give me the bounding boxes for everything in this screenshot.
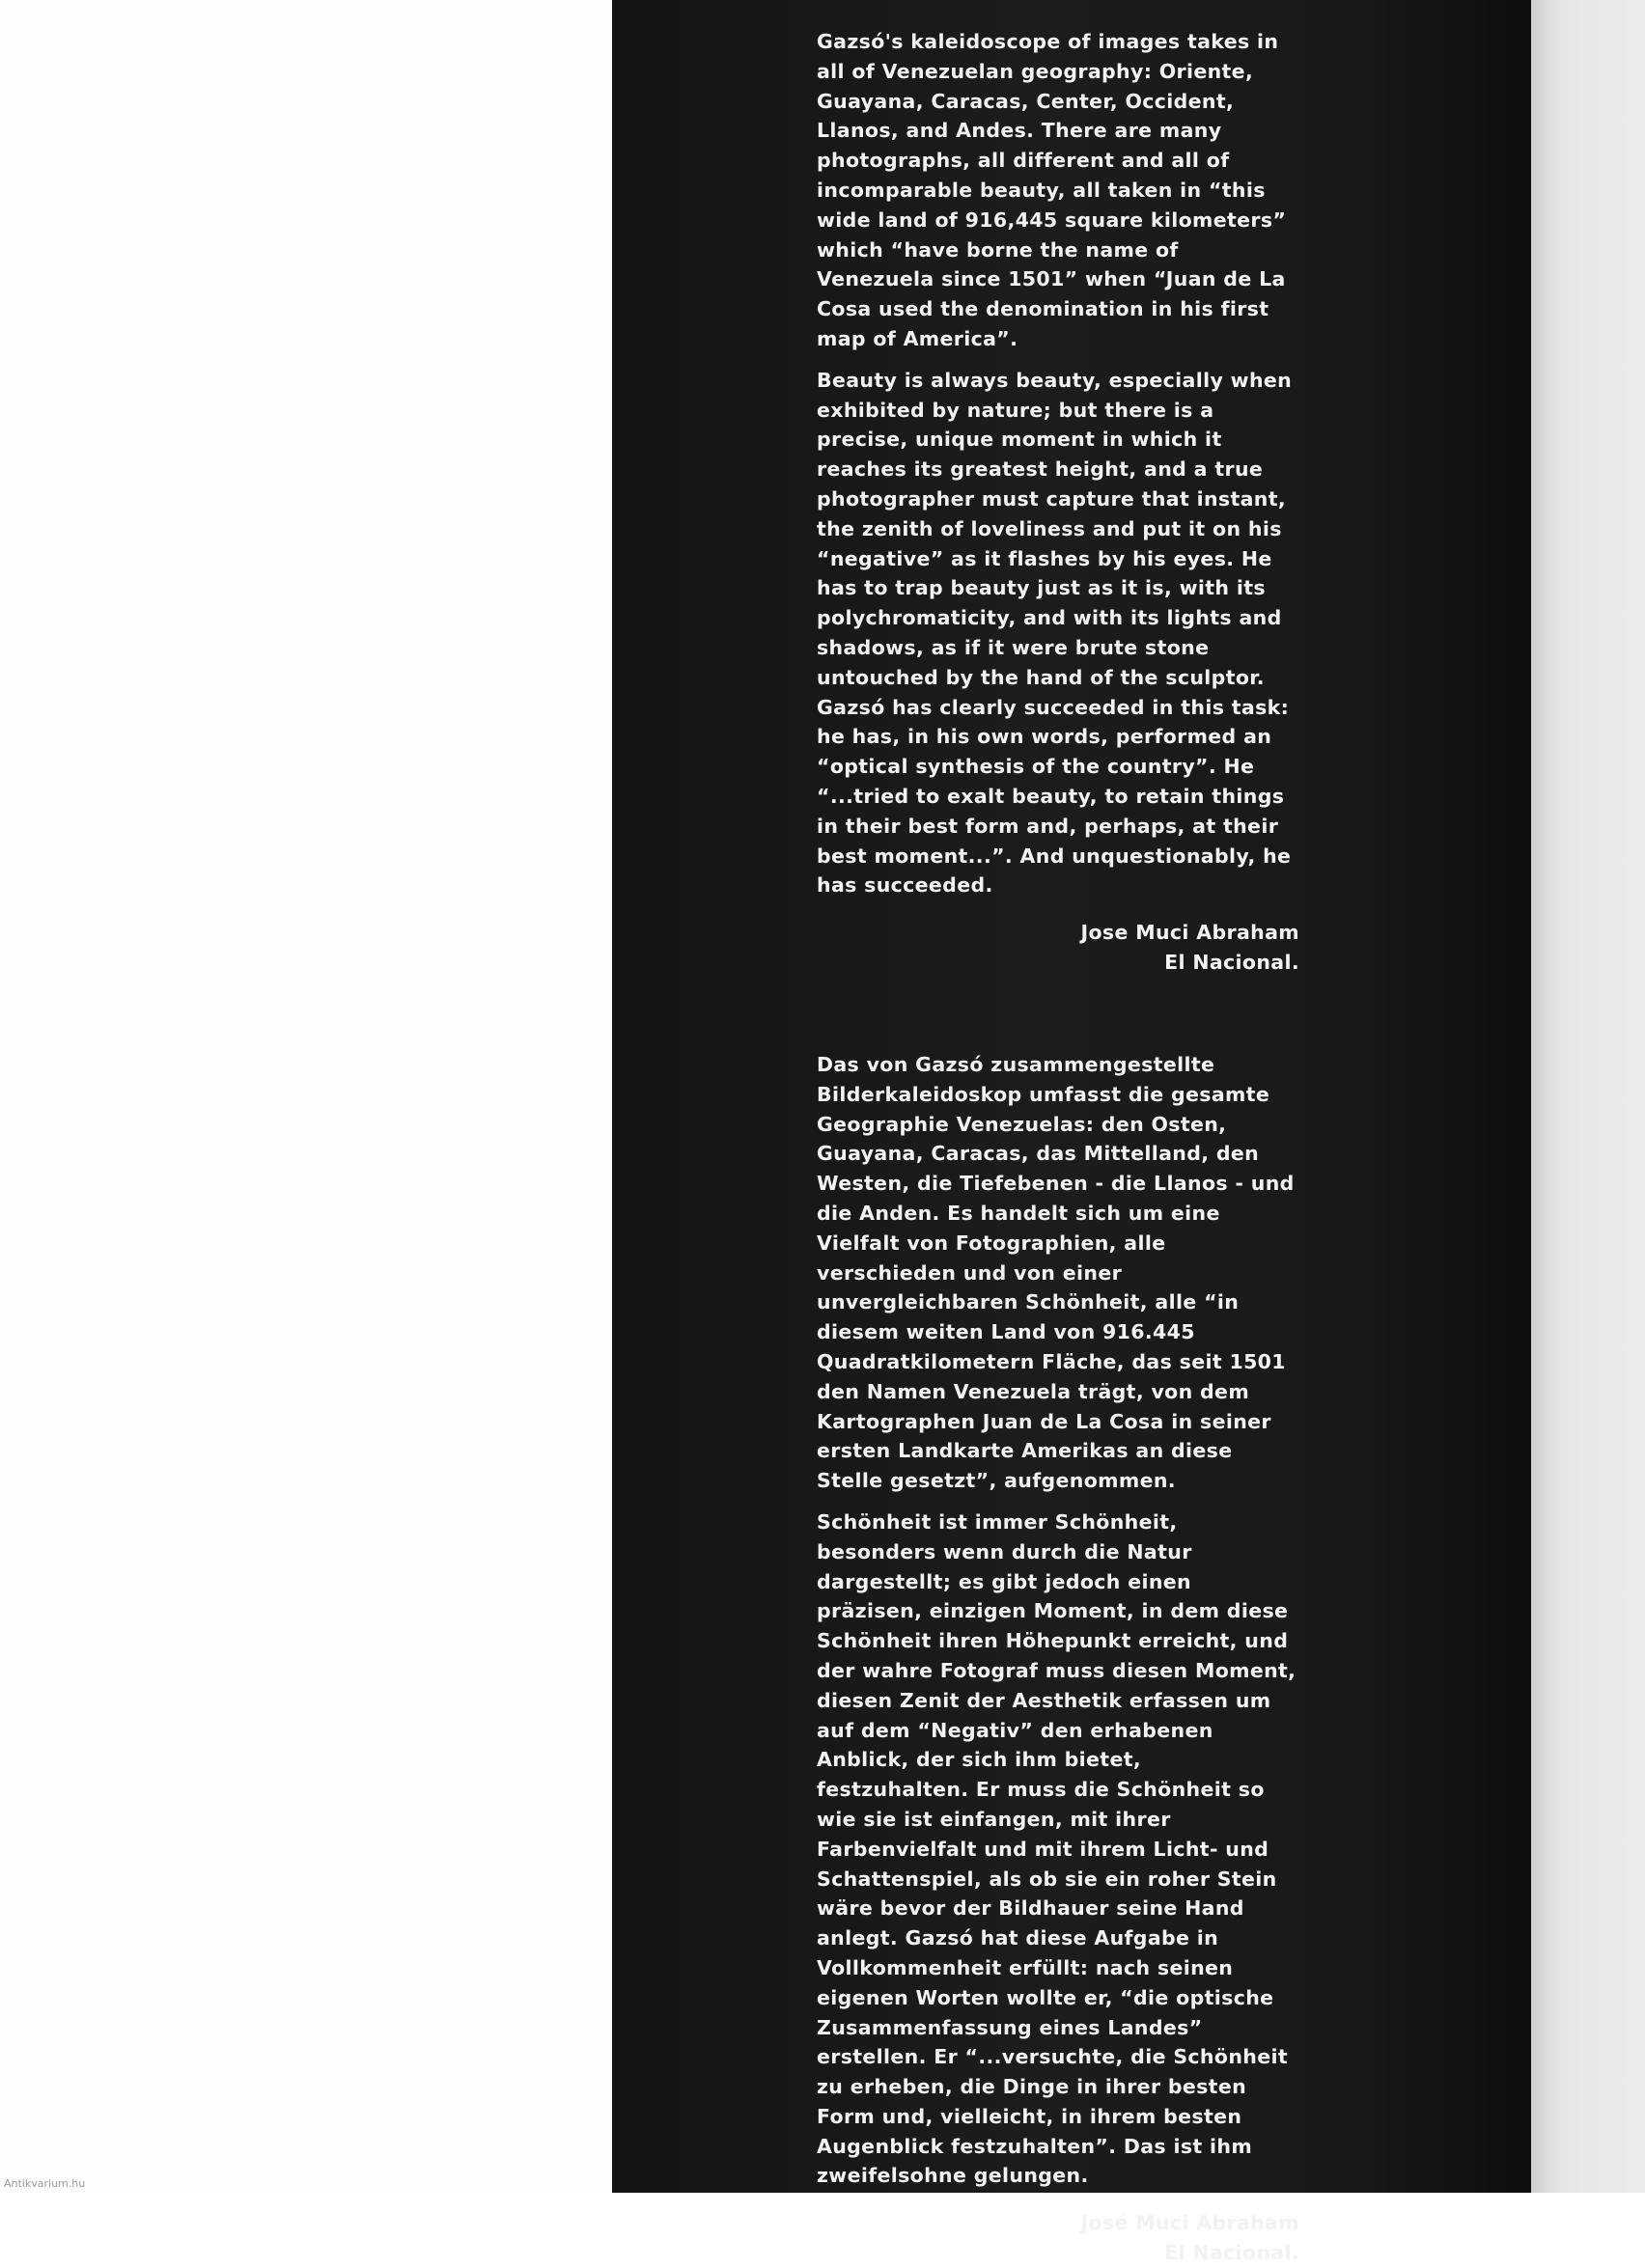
german-review [817,1050,1299,2268]
english-review [817,27,1299,978]
german-signature [817,2208,1299,2268]
left-blank-page [0,0,612,2193]
english-publication: El Nacional. [1164,951,1299,975]
background-surface [1531,0,1645,2193]
german-publication: El Nacional. [1164,2241,1299,2265]
english-signature [817,918,1299,978]
german-paragraph-2: Schönheit ist immer Schönheit, besonders wenn durch die Natur dargestellt; es gibt jedoch einen präzisen, einzigen Moment, in dem diese Schönheit ihren Höhepunkt erreicht, und der wahre Fotograf muss diesen Moment, diesen Zenit der Aesthetik erfassen um auf dem “Negativ” den erhabenen Anblick, der sich ihm bietet, festzuhalten. Er muss die Schönheit so wie sie ist einfangen, mit ihrer Farbenvielfalt und mit ihrem Licht- und Schattenspiel, als ob sie ein roher Stein wäre bevor der Bildhauer seine Hand anlegt. Gazsó hat diese Aufgabe in Vollkommenheit erfüllt: nach seinen eigenen Worten wollte er, “die optische Zusammenfassung eines Landes” erstellen. Er “...versuchte, die Schönheit zu erheben, die Dinge in ihrer besten Form und, vielleicht, in ihrem besten Augenblick festzuhalten”. Das ist ihm zweifelsohne gelungen. [817,1509,1296,2188]
german-paragraph-1: Das von Gazsó zusammengestellte Bilderkaleidoskop umfasst die gesamte Geographie Venezuelas: den Osten, Guayana, Caracas, das Mittelland, den Westen, die Tiefebenen - die Llanos - und die Anden. Es handelt sich um eine Vielfalt von Fotographien, alle verschieden und von einer unvergleichbaren Schönheit, alle “in diesem weiten Land von 916.445 Quadratkilometern Fläche, das seit 1501 den Namen Venezuela trägt, von dem Kartographen Juan de La Cosa in seiner ersten Landkarte Amerikas an diese Stelle gesetzt”, aufgenommen. [817,1053,1295,1493]
english-paragraph-2: Beauty is always beauty, especially when exhibited by nature; but there is a precise, unique moment in which it reaches its greatest height, and a true photographer must capture that instant, the zenith of loveliness and put it on his “negative” as it flashes by his eyes. He has to trap beauty just as it is, with its polychromaticity, and with its lights and shadows, as if it were brute stone untouched by the hand of the sculptor. Gazsó has clearly succeeded in this task: he has, in his own words, performed an “optical synthesis of the country”. He “...tried to exalt beauty, to retain things in their best form and, perhaps, at their best moment...”. And unquestionably, he has succeeded. [817,368,1293,898]
watermark: Antikvarium.hu [4,2177,86,2190]
english-author: Jose Muci Abraham [1080,921,1299,945]
english-paragraph-1: Gazsó's kaleidoscope of images takes in all of Venezuelan geography: Oriente, Guayana, Caracas, Center, Occident, Llanos, and Andes. There are many photographs, all different and all of incomparable beauty, all taken in “this wide land of 916,445 square kilometers” which “have borne the name of Venezuela since 1501” when “Juan de La Cosa used the denomination in his first map of America”. [817,30,1287,350]
german-author: José Muci Abraham [1080,2211,1299,2235]
